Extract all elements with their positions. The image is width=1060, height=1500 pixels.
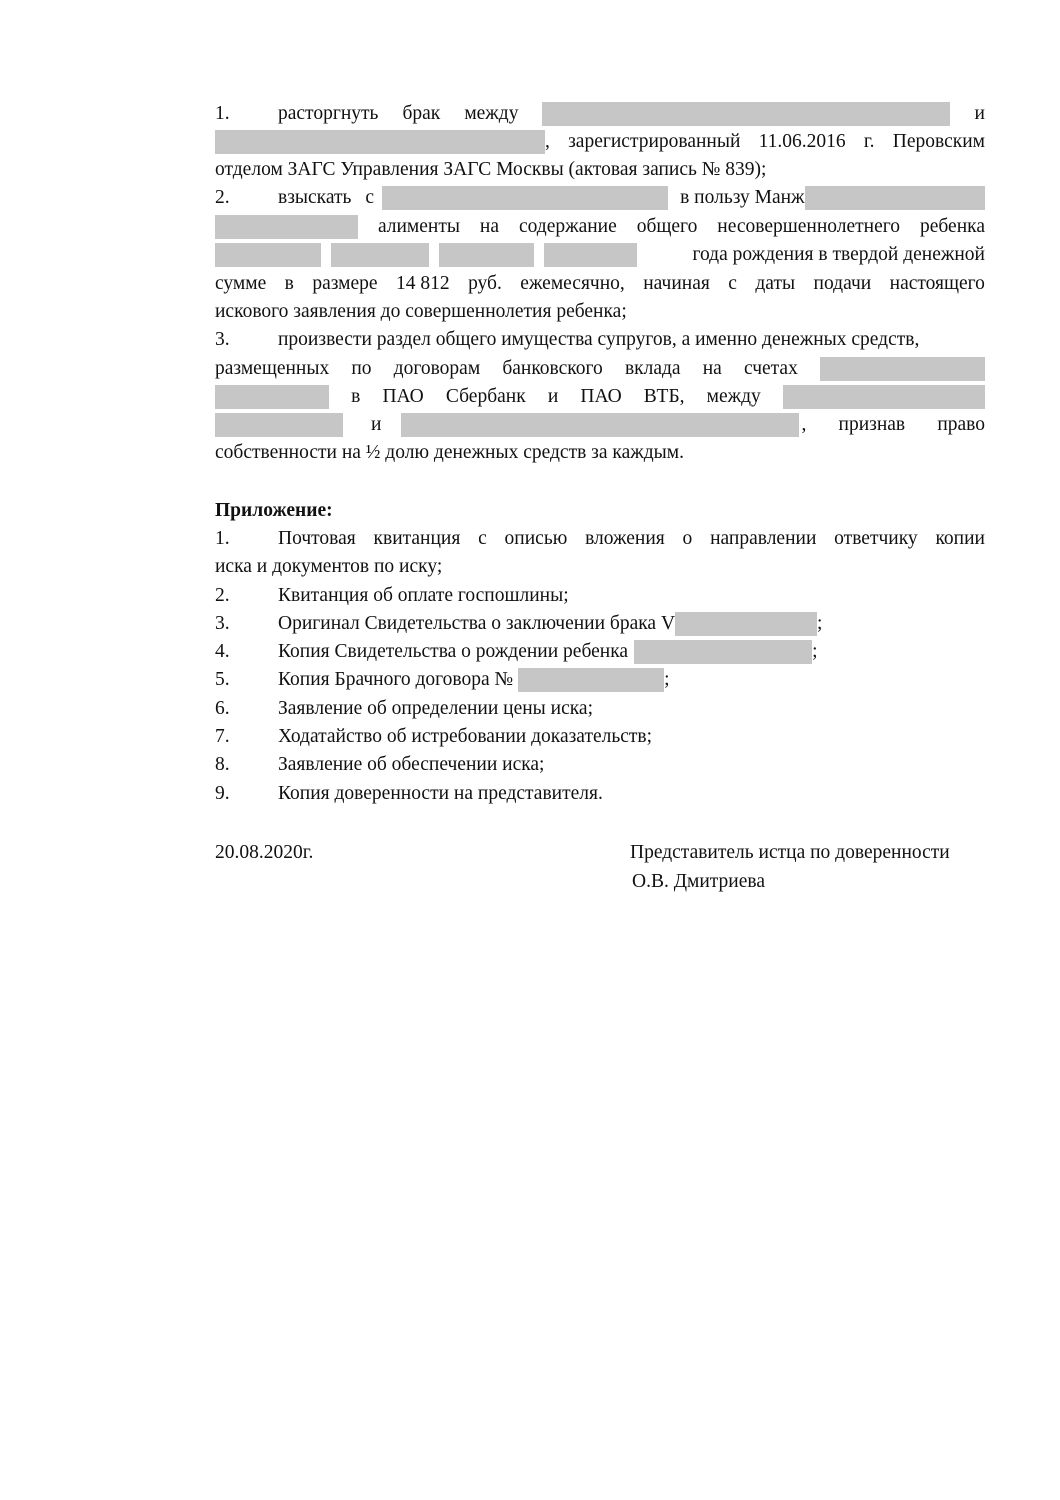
alimony-amount: 14 812 [396, 273, 450, 294]
in-favor-text: в пользу Манж [680, 187, 805, 208]
claim-1-line-3: отделом ЗАГС Управления ЗАГС Москвы (актовая запись № 839); [215, 159, 767, 180]
appendix-item-end: ; [817, 613, 823, 634]
word: в [284, 273, 294, 294]
word: с [365, 187, 375, 208]
word: с [728, 273, 737, 294]
appendix-item-number: 3. [215, 613, 230, 634]
redaction-block [439, 243, 534, 267]
claim-3-line-3 [215, 383, 985, 411]
redaction-block [382, 186, 668, 210]
appendix-item-number: 4. [215, 641, 230, 662]
appendix-item-text: Копия доверенности на представителя. [278, 783, 603, 804]
redaction-block [783, 385, 985, 409]
word: общего [636, 216, 698, 237]
claim-1-line-2 [215, 128, 985, 156]
appendix-item-number: 7. [215, 726, 230, 747]
appendix-item-continuation: иска и документов по иску; [215, 556, 443, 577]
word: ПАО [580, 386, 622, 407]
word: банковского [502, 358, 603, 379]
appendix-item-number: 6. [215, 698, 230, 719]
word: несовершеннолетнего [717, 216, 901, 237]
claim-3-line-5: собственности на ½ долю денежных средств за каждым. [215, 442, 684, 463]
word: ребенка [919, 216, 985, 237]
redaction-block [215, 413, 343, 437]
word: руб. [468, 273, 502, 294]
appendix-item-text: Копия Свидетельства о рождении ребенка [278, 641, 629, 662]
redaction-block [805, 186, 985, 210]
word: между [464, 103, 519, 124]
word: на [702, 358, 722, 379]
claim-3-line-1: произвести раздел общего имущества супругов, а именно денежных средств, [278, 329, 920, 350]
claim-2-line-4 [215, 270, 985, 298]
redaction-block [542, 102, 950, 126]
redaction-block [401, 413, 799, 437]
appendix-item-number: 1. [215, 528, 230, 549]
redaction-block [215, 385, 329, 409]
redaction-block [215, 130, 545, 154]
claim-2-line-2 [215, 213, 985, 241]
word: договорам [393, 358, 481, 379]
representative-title: Представитель истца по доверенности [630, 842, 950, 863]
word: размещенных [215, 358, 330, 379]
word: по [351, 358, 372, 379]
document-date: 20.08.2020г. [215, 842, 314, 863]
word: содержание [518, 216, 617, 237]
word: сумме [215, 273, 267, 294]
word: счетах [743, 358, 798, 379]
appendix-item-number: 9. [215, 783, 230, 804]
word: вклада [624, 358, 681, 379]
claim-2-number: 2. [215, 187, 230, 208]
claim-2-line-5: искового заявления до совершеннолетия ребенка; [215, 301, 627, 322]
redaction-block [544, 243, 637, 267]
claim-3-number: 3. [215, 329, 230, 350]
appendix-item-number: 2. [215, 585, 230, 606]
redaction-block [215, 215, 358, 239]
word: и [371, 414, 382, 435]
redaction-block [820, 357, 985, 381]
word: размере [312, 273, 378, 294]
appendix-title: Приложение: [215, 500, 333, 521]
word: в [351, 386, 361, 407]
appendix-item-number: 8. [215, 754, 230, 775]
word: начиная [643, 273, 710, 294]
appendix-item-number: 5. [215, 669, 230, 690]
appendix-item-text: Квитанция об оплате госпошлины; [278, 585, 569, 606]
appendix-item-text: Почтовая квитанция с описью вложения о направлении ответчику копии [278, 528, 985, 549]
appendix-item-text-row [278, 638, 985, 666]
claim-3-line-2 [215, 355, 985, 383]
appendix-item-text-row [278, 666, 985, 694]
claim-3-line-4 [215, 411, 985, 439]
redaction-block [634, 640, 812, 664]
appendix-item-end: ; [664, 669, 670, 690]
redaction-block [675, 612, 817, 636]
word: и [547, 386, 559, 407]
word: алименты [377, 216, 460, 237]
recognizing-text: , признав право [801, 414, 985, 435]
appendix-item-text: Оригинал Свидетельства о заключении брака V [278, 613, 676, 634]
redaction-block [331, 243, 429, 267]
word: Сбербанк [445, 386, 526, 407]
appendix-item-text: Заявление об определении цены иска; [278, 698, 593, 719]
appendix-item-text: Ходатайство об истребовании доказательств; [278, 726, 653, 747]
word: и [974, 103, 985, 124]
appendix-item-text: Заявление об обеспечении иска; [278, 754, 545, 775]
word: взыскать [278, 187, 352, 208]
appendix-item-text-row [278, 610, 985, 638]
claim-2-line-3 [215, 241, 985, 269]
birth-year-text: года рождения в твердой денежной [692, 244, 985, 265]
claim-2-line-1 [278, 184, 985, 212]
claim-1-number: 1. [215, 103, 230, 124]
claim-1-line-1 [278, 100, 985, 128]
word: расторгнуть [278, 103, 379, 124]
registered-text: , зарегистрированный 11.06.2016 г. Перовским [545, 131, 985, 152]
word: между [706, 386, 761, 407]
redaction-block [518, 668, 664, 692]
redaction-block [215, 243, 321, 267]
representative-name: О.В. Дмитриева [632, 871, 765, 892]
word: даты [755, 273, 796, 294]
appendix-item-end: ; [812, 641, 818, 662]
appendix-item-text: Копия Брачного договора № [278, 669, 514, 690]
word: ВТБ, [643, 386, 685, 407]
word: брак [402, 103, 441, 124]
word: ежемесячно, [520, 273, 625, 294]
word: ПАО [382, 386, 424, 407]
word: настоящего [889, 273, 985, 294]
word: подачи [813, 273, 872, 294]
word: на [479, 216, 500, 237]
